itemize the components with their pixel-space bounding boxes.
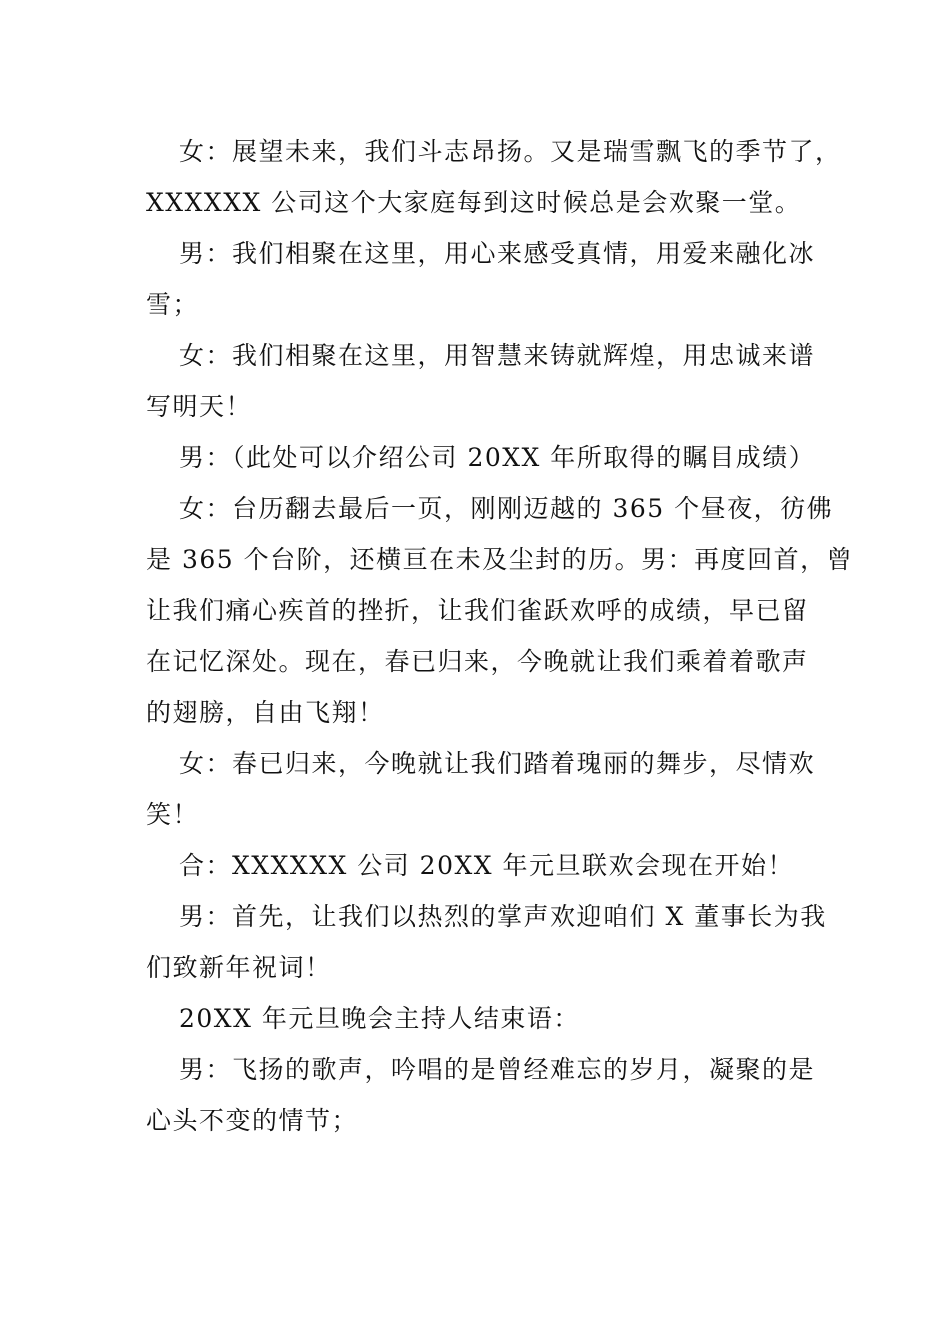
paragraph-line: 男：飞扬的歌声，吟唱的是曾经难忘的岁月，凝聚的是 [179, 1055, 816, 1084]
paragraph [146, 483, 854, 738]
paragraph-line: 的翅膀，自由飞翔！ [146, 698, 385, 727]
paragraph [146, 1044, 816, 1146]
paragraph-line: 心头不变的情节； [146, 1106, 359, 1135]
paragraph-line: 雪； [146, 290, 200, 319]
paragraph [146, 891, 827, 993]
paragraph-line: 男：我们相聚在这里，用心来感受真情，用爱来融化冰 [179, 239, 816, 268]
paragraph-line: 是 365 个台阶，还横亘在未及尘封的历。男：再度回首，曾 [146, 545, 854, 574]
paragraph-line: 笑！ [146, 800, 200, 829]
paragraph [146, 432, 816, 483]
paragraph [146, 738, 816, 840]
paragraph-line: 写明天！ [146, 392, 253, 421]
paragraph [146, 126, 842, 228]
paragraph-line: 女：台历翻去最后一页，刚刚迈越的 365 个昼夜，彷佛 [179, 494, 834, 523]
paragraph-line: 男：首先，让我们以热烈的掌声欢迎咱们 X 董事长为我 [179, 902, 827, 931]
document-body [146, 126, 854, 1146]
paragraph [146, 840, 806, 891]
paragraph-line: 在记忆深处。现在，春已归来，今晚就让我们乘着着歌声 [146, 647, 809, 676]
paragraph-line: 合：XXXXXX 公司 20XX 年元旦联欢会现在开始！ [179, 851, 795, 880]
paragraph-line: 女：我们相聚在这里，用智慧来铸就辉煌，用忠诚来谱 [179, 341, 816, 370]
paragraph-line: 女：春已归来，今晚就让我们踏着瑰丽的舞步，尽情欢 [179, 749, 816, 778]
paragraph-line: 让我们痛心疾首的挫折，让我们雀跃欢呼的成绩，早已留 [146, 596, 809, 625]
paragraph [146, 330, 816, 432]
paragraph-line: 男：（此处可以介绍公司 20XX 年所取得的瞩目成绩） [179, 443, 816, 472]
paragraph [146, 228, 816, 330]
section-heading: 20XX 年元旦晚会主持人结束语： [179, 1004, 580, 1033]
paragraph-line: 女：展望未来，我们斗志昂扬。又是瑞雪飘飞的季节了， [179, 137, 842, 166]
paragraph-line: 们致新年祝词！ [146, 953, 332, 982]
paragraph [146, 993, 806, 1044]
paragraph-line: XXXXXX 公司这个大家庭每到这时候总是会欢聚一堂。 [146, 188, 802, 217]
